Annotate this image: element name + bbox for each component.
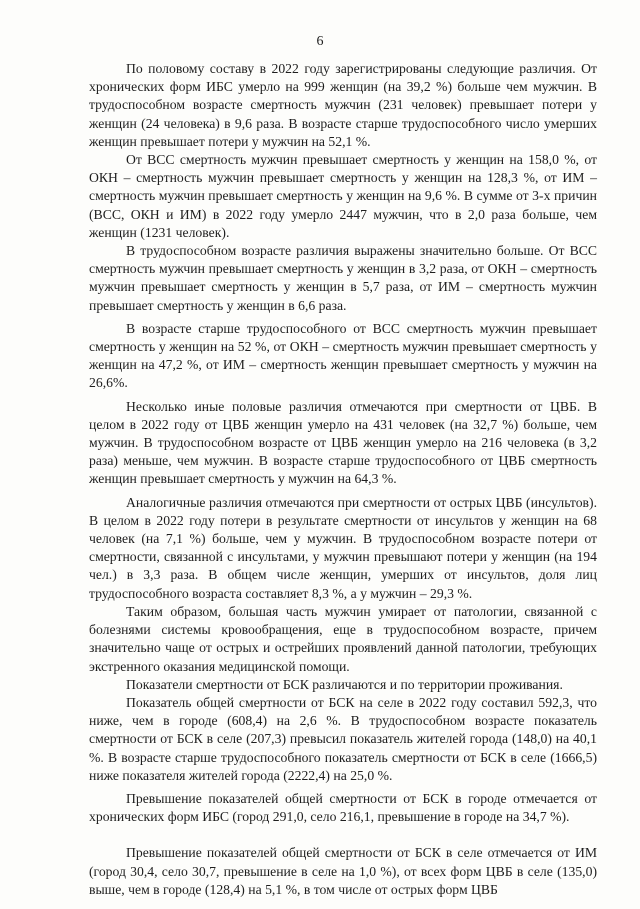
- paragraph-rural-urban: Показатель общей смертности от БСК на селе в 2022 году составил 592,3, что ниже, чем в городе (608,4) на 2,6 %. В трудоспособном возрасте показатель смертности от БСК в селе (207,3) превысил показатель жителей города (148,0) на 40,1 %. В возрасте старше трудоспособного показатель смертности от БСК в селе (1666,5) ниже показателя жителей города (2222,4) на 25,0 %.: [89, 694, 597, 783]
- paragraph-territory-intro: Показатели смертности от БСК различаются и по территории проживания.: [126, 676, 563, 692]
- paragraph-sex-differences-ibs: По половому составу в 2022 году зарегистрированы следующие различия. От хронических форм ИБС умерло на 999 женщин (на 39,2 %) больше чем мужчин. В трудоспособном возрасте смертность мужчин (231 человек) превышает потери у женщин (24 человека) в 9,6 раза. В возрасте старше трудоспособного число умерших женщин превышает потери у мужчин на 52,1 %.: [89, 61, 597, 149]
- paragraph-urban-excess: Превышение показателей общей смертности от БСК в городе отмечается от хронических форм ИБС (город 291,0, село 216,1, превышение в городе на 34,7 %).: [89, 790, 597, 825]
- paragraph-over-working-age: В возрасте старше трудоспособного от ВСС смертность мужчин превышает смертность у женщин на 52 %, от ОКН – смертность мужчин превышает смертность у женщин на 47,2 %, от ИМ – смертность женщин превышает смертность у мужчин на 26,6%.: [89, 320, 597, 391]
- document-body: [89, 60, 597, 899]
- paragraph-cvd-differences: Несколько иные половые различия отмечаются при смертности от ЦВБ. В целом в 2022 году от ЦВБ женщин умерло на 431 человек (на 32,7 %) больше, чем мужчин. В трудоспособном возрасте от ЦВБ женщин умерло на 216 человека (в 3,2 раза) меньше, чем мужчин. В возрасте старше трудоспособного от ЦВБ смертность женщин превышает смертность у мужчин на 64,3 %.: [89, 398, 597, 487]
- paragraph-working-age: В трудоспособном возрасте различия выражены значительно больше. От ВСС смертность мужчин превышает смертность у женщин в 3,2 раза, от ОКН – смертность мужчин превышает смертность у женщин в 5,7 раза, от ИМ – смертность мужчин превышает смертность у женщин в 6,6 раза.: [89, 243, 597, 313]
- paragraph-vss-okn-im: От ВСС смертность мужчин превышает смертность у женщин на 158,0 %, от ОКН – смертность мужчин превышает смертность у женщин на 128,3 %, от ИМ – смертность мужчин превышает смертность у женщин на 9,6 %. В сумме от 3-х причин (ВСС, ОКН и ИМ) в 2022 году умерло 2447 мужчин, что в 2,0 раза больше, чем женщин (1231 человек).: [89, 152, 597, 240]
- paragraph-conclusion: Таким образом, большая часть мужчин умирает от патологии, связанной с болезнями системы кровообращения, еще в трудоспособном возрасте, причем значительно чаще от острых и острейших проявлений данной патологии, требующих экстренного оказания медицинской помощи.: [89, 603, 597, 674]
- paragraph-stroke-differences: Аналогичные различия отмечаются при смертности от острых ЦВБ (инсультов). В целом в 2022 году потери в результате смертности от инсультов у женщин на 68 человек (на 7,1 %) больше, чем у мужчин. В трудоспособном возрасте потери от смертности, связанной с инсультами, у мужчин превышают потери у женщин (на 194 чел.) в 3,3 раза. В общем числе женщин, умерших от инсультов, доля лиц трудоспособного возраста составляет 8,3 %, а у мужчин – 29,3 %.: [89, 494, 597, 601]
- page-number: 6: [316, 34, 324, 49]
- paragraph-rural-excess: Превышение показателей общей смертности от БСК в селе отмечается от ИМ (город 30,4, село 30,7, превышение в селе на 1,0 %), от всех форм ЦВБ в селе (135,0) выше, чем в городе (128,4) на 5,1 %, в том числе от острых форм ЦВБ: [89, 845, 597, 897]
